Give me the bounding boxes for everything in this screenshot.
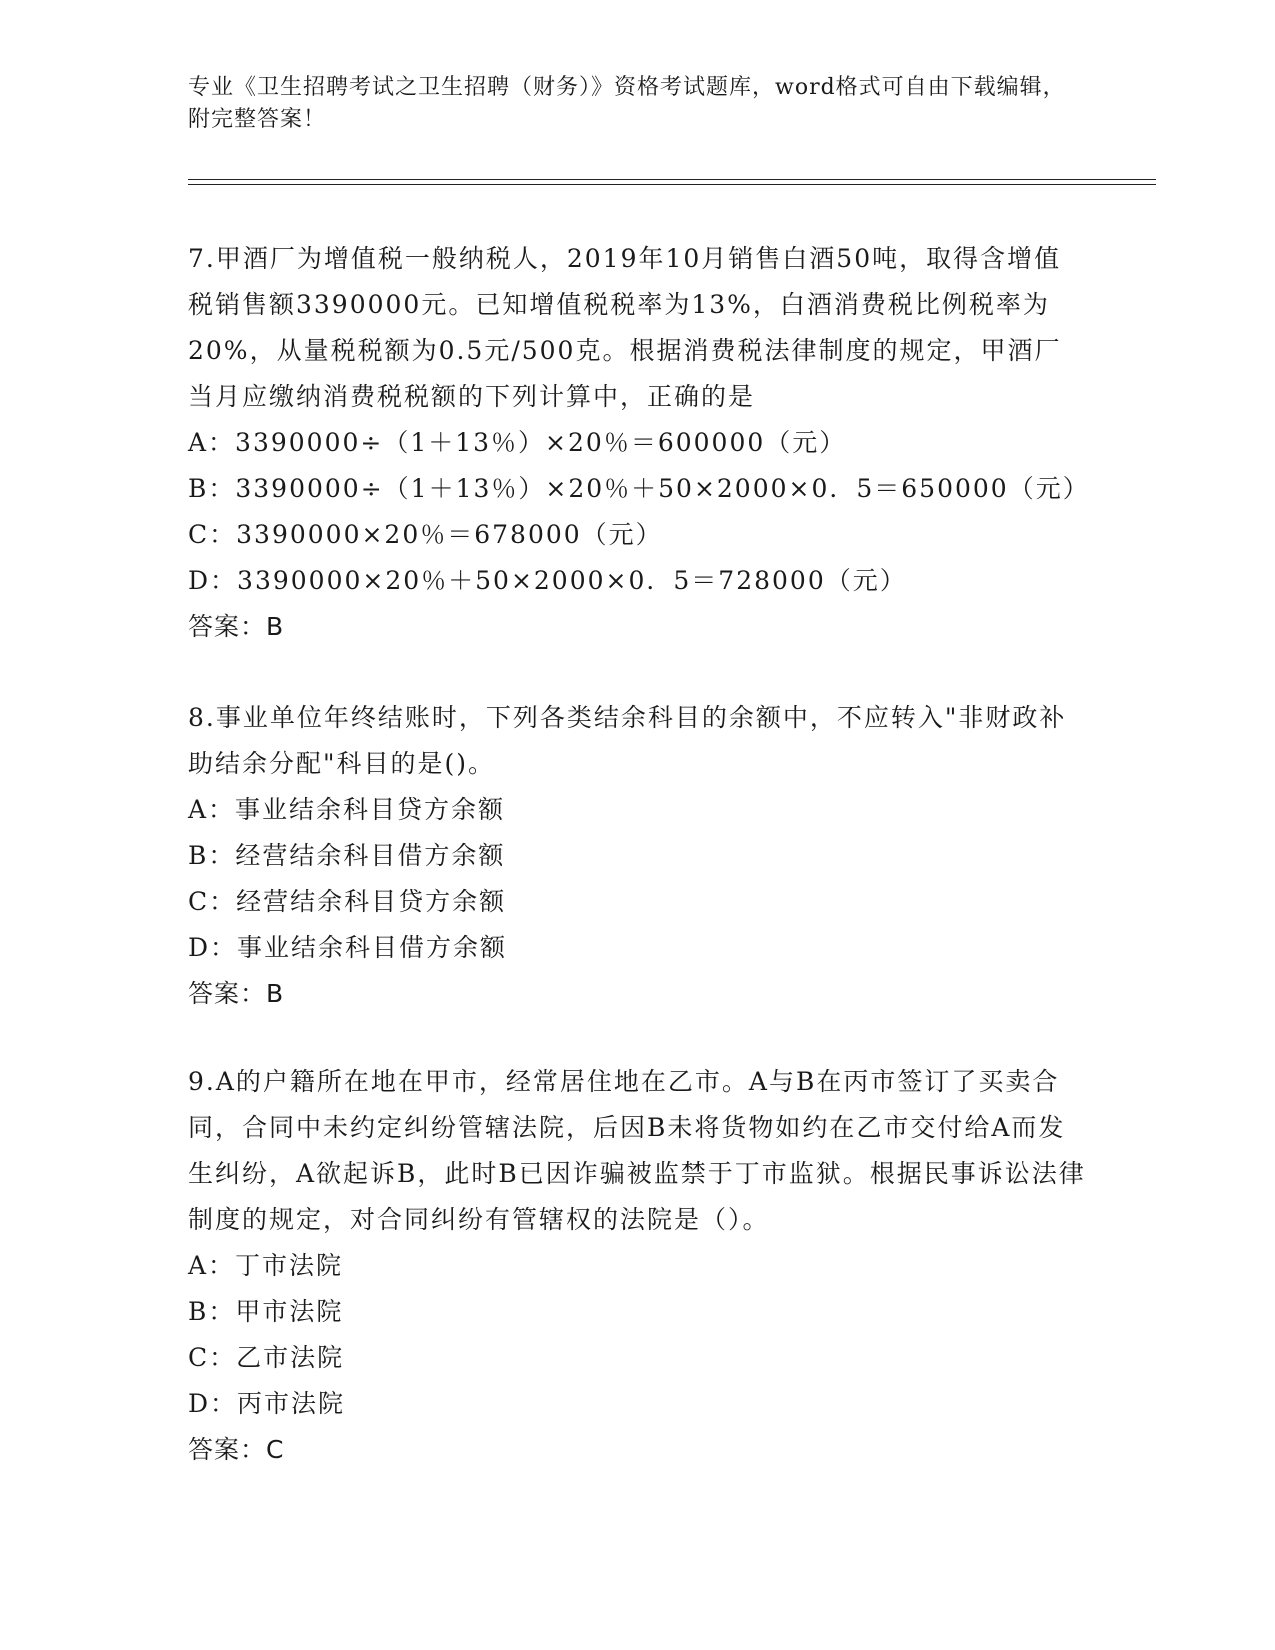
question-9 bbox=[188, 1059, 1088, 1473]
option-a: A：3390000÷（1＋13％）×20％＝600000（元） bbox=[188, 428, 847, 457]
option-d: D：丙市法院 bbox=[188, 1389, 346, 1418]
option-c: C：乙市法院 bbox=[188, 1343, 345, 1372]
option-d: D：事业结余科目借方余额 bbox=[188, 933, 508, 962]
answer-line: 答案：B bbox=[188, 612, 285, 641]
option-b: B：甲市法院 bbox=[188, 1297, 344, 1326]
document-header: 专业《卫生招聘考试之卫生招聘（财务）》资格考试题库，word格式可自由下载编辑，附完整答案！ bbox=[188, 75, 1066, 132]
answer-line: 答案：C bbox=[188, 1435, 285, 1464]
question-7 bbox=[188, 236, 1088, 650]
option-c: C：经营结余科目贷方余额 bbox=[188, 887, 507, 916]
option-c: C：3390000×20％＝678000（元） bbox=[188, 520, 663, 549]
option-d: D：3390000×20％＋50×2000×0．5＝728000（元） bbox=[188, 566, 907, 595]
question-stem: 8.事业单位年终结账时，下列各类结余科目的余额中，不应转入"非财政补助结余分配"科目的是()。 bbox=[188, 703, 1067, 778]
question-stem: 7.甲酒厂为增值税一般纳税人，2019年10月销售白酒50吨，取得含增值税销售额3390000元。已知增值税税率为13%，白酒消费税比例税率为20%，从量税税额为0.5元/500克。根据消费税法律制度的规定，甲酒厂当月应缴纳消费税税额的下列计算中，正确的是 bbox=[188, 244, 1062, 411]
option-a: A：丁市法院 bbox=[188, 1251, 344, 1280]
option-b: B：3390000÷（1＋13％）×20％＋50×2000×0．5＝650000（元） bbox=[188, 474, 1090, 503]
option-a: A：事业结余科目贷方余额 bbox=[188, 795, 506, 824]
question-8 bbox=[188, 695, 1088, 1017]
header-divider-top bbox=[188, 179, 1156, 180]
question-stem: 9.A的户籍所在地在甲市，经常居住地在乙市。A与B在丙市签订了买卖合同，合同中未约定纠纷管辖法院，后因B未将货物如约在乙市交付给A而发生纠纷，A欲起诉B，此时B已因诈骗被监禁于丁市监狱。根据民事诉讼法律制度的规定，对合同纠纷有管辖权的法院是（）。 bbox=[188, 1067, 1086, 1234]
answer-line: 答案：B bbox=[188, 979, 285, 1008]
option-b: B：经营结余科目借方余额 bbox=[188, 841, 506, 870]
header-divider-bottom bbox=[188, 184, 1156, 185]
